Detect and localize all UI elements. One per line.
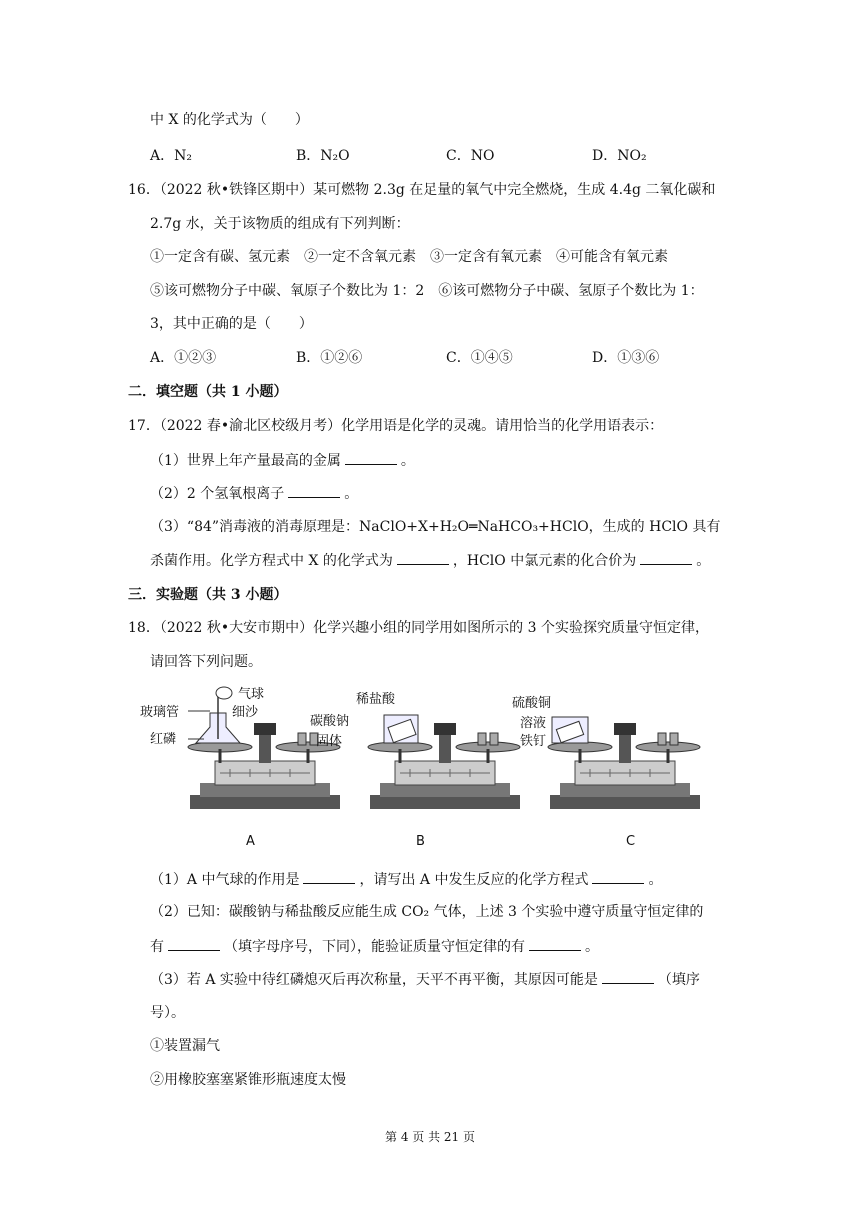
- q15-option-b: B．N₂O: [296, 148, 350, 164]
- label-balloon: 气球: [238, 687, 265, 702]
- label-dilute-hcl: 稀盐酸: [356, 692, 396, 707]
- answer-blank[interactable]: [529, 936, 581, 951]
- label-fine-sand: 细沙: [232, 705, 259, 720]
- q17-part-1-text: （1）世界上年产量最高的金属: [150, 453, 341, 469]
- q17-part-1: [150, 450, 415, 471]
- caption-c: C: [626, 834, 636, 849]
- answer-blank[interactable]: [397, 550, 449, 565]
- balance-experiment-figure: [140, 683, 720, 853]
- q16-option-c: C．①④⑤: [446, 350, 513, 366]
- q16-option-d: D．①③⑥: [592, 350, 660, 366]
- answer-blank[interactable]: [640, 550, 692, 565]
- q16-line-1: 16．（2022 秋•铁锋区期中）某可燃物 2.3g 在足量的氧气中完全燃烧，生成 4.4g 二氧化碳和: [128, 182, 716, 198]
- q18-part-1-text-a: （1）A 中气球的作用是: [150, 872, 300, 888]
- q17-part-3-line-1: （3）“84”消毒液的消毒原理是：NaClO+X+H₂O═NaHCO₃+HClO，生成的 HClO 具有: [150, 519, 721, 535]
- q18-part-3-text-b: （填序: [657, 972, 700, 988]
- q17-part-2: [150, 483, 358, 504]
- q18-part-1-text-c: 。: [648, 872, 663, 888]
- q16-option-b: B．①②⑥: [296, 350, 363, 366]
- answer-blank[interactable]: [288, 483, 340, 498]
- q15-option-d: D．NO₂: [592, 148, 647, 164]
- caption-a: A: [246, 834, 255, 849]
- q18-part-3-line-2: 号）。: [150, 1005, 185, 1021]
- q17-part-3-text-a: 杀菌作用。化学方程式中 X 的化学式为: [150, 553, 393, 569]
- q18-part-2-line-2: [150, 936, 599, 957]
- q17-line-1: 17．（2022 春•渝北区校级月考）化学用语是化学的灵魂。请用恰当的化学用语表示：: [128, 418, 664, 434]
- label-glass-tube: 玻璃管: [140, 705, 180, 720]
- label-sodium-carbonate: 碳酸钠: [310, 714, 350, 729]
- answer-blank[interactable]: [345, 450, 397, 465]
- answer-blank[interactable]: [592, 869, 644, 884]
- setup-a: [140, 686, 343, 849]
- q15-option-c: C．NO: [446, 148, 495, 164]
- q17-part-3-text-c: 。: [696, 553, 711, 569]
- answer-blank[interactable]: [168, 936, 220, 951]
- setup-c: [512, 695, 700, 849]
- q15-option-a: A．N₂: [150, 148, 192, 164]
- q16-option-a: A．①②③: [150, 350, 217, 366]
- q17-part-3-line-2: [150, 550, 710, 571]
- q18-choice-2: ②用橡胶塞塞紧锥形瓶速度太慢: [150, 1072, 346, 1088]
- label-red-phosphorus: 红磷: [150, 732, 177, 747]
- label-solution: 溶液: [520, 716, 547, 731]
- q16-statements-2: ⑤该可燃物分子中碳、氧原子个数比为 1：2 ⑥该可燃物分子中碳、氢原子个数比为 1：: [150, 283, 704, 299]
- q17-part-2-text: （2）2 个氢氧根离子: [150, 486, 285, 502]
- q18-part-2-text-b: （填字母序号，下同），能验证质量守恒定律的有: [224, 939, 525, 955]
- q18-part-1-text-b: ，请写出 A 中发生反应的化学方程式: [359, 872, 589, 888]
- q17-part-2-end: 。: [344, 486, 359, 502]
- q16-line-2: 2.7g 水，关于该物质的组成有下列判断：: [150, 216, 410, 232]
- label-solid: 固体: [316, 734, 343, 749]
- q18-part-2-line-1: （2）已知：碳酸钠与稀盐酸反应能生成 CO₂ 气体，上述 3 个实验中遵守质量守恒定律的: [150, 904, 704, 920]
- caption-b: B: [416, 834, 425, 849]
- section-experiment-heading: 三．实验题（共 3 小题）: [128, 587, 288, 603]
- q17-part-3-text-b: ，HClO 中氯元素的化合价为: [452, 553, 637, 569]
- q18-choice-1: ①装置漏气: [150, 1038, 220, 1054]
- setup-b: [310, 691, 520, 849]
- label-copper-sulfate: 硫酸铜: [512, 696, 552, 711]
- balloon: [216, 687, 232, 699]
- answer-blank[interactable]: [602, 969, 654, 984]
- q18-line-1: 18．（2022 秋•大安市期中）化学兴趣小组的同学用如图所示的 3 个实验探究质量守恒定律，: [128, 620, 709, 636]
- q16-line-5: 3，其中正确的是（ ）: [150, 316, 313, 332]
- q16-statements-1: ①一定含有碳、氢元素 ②一定不含氧元素 ③一定含有氧元素 ④可能含有氧元素: [150, 249, 668, 265]
- q18-part-3-line-1: [150, 969, 700, 990]
- answer-blank[interactable]: [303, 869, 355, 884]
- q17-part-1-end: 。: [400, 453, 415, 469]
- q18-part-3-text-a: （3）若 A 实验中待红磷熄灭后再次称量，天平不再平衡，其原因可能是: [150, 972, 598, 988]
- q15-stem-tail: 中 X 的化学式为（ ）: [150, 112, 309, 128]
- section-fill-in-heading: 二．填空题（共 1 小题）: [128, 384, 288, 400]
- q18-part-1: [150, 869, 662, 890]
- page-footer: 第 4 页 共 21 页: [385, 1130, 475, 1144]
- q18-part-2-text-c: 。: [585, 939, 599, 955]
- q18-part-2-text-a: 有: [150, 939, 164, 955]
- label-iron-nail: 铁钉: [520, 734, 547, 749]
- q18-line-2: 请回答下列问题。: [150, 654, 262, 670]
